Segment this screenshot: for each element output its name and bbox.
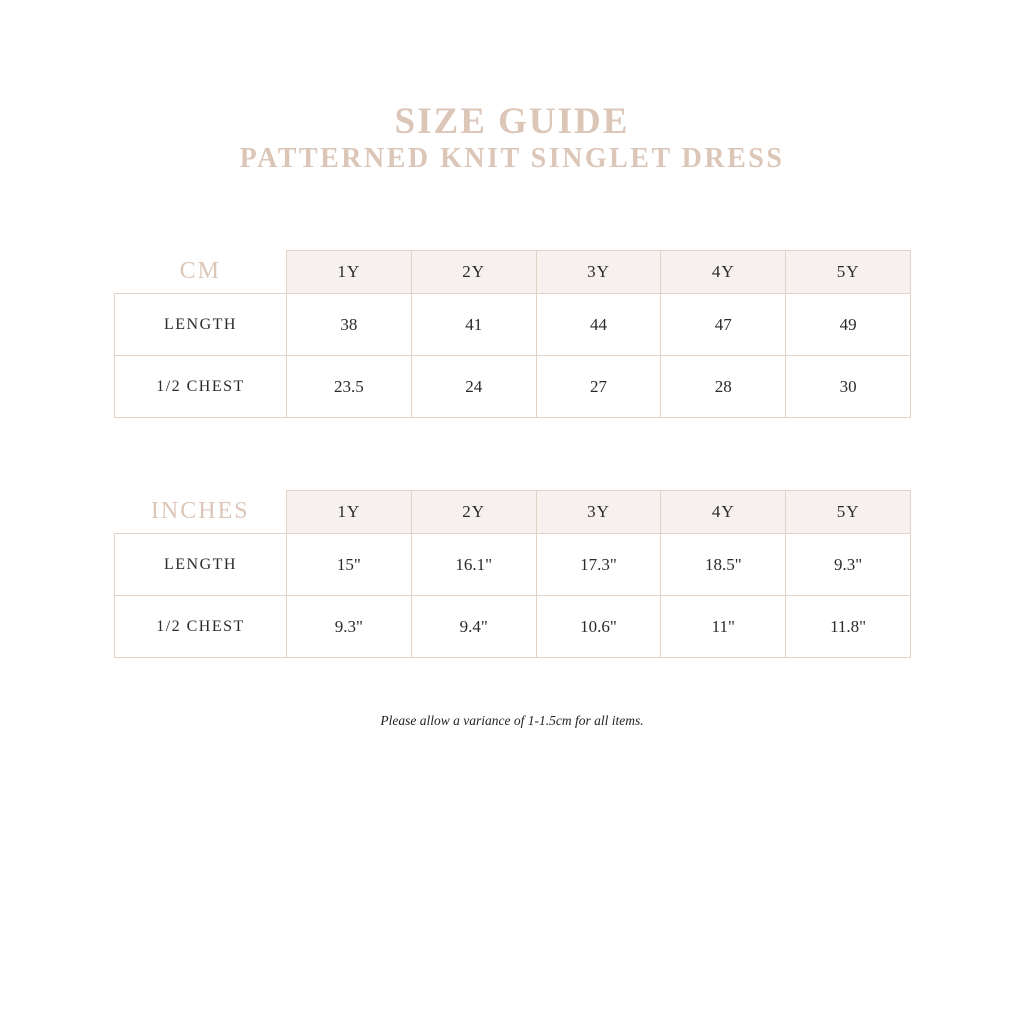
measurement-cell: 47 <box>661 294 786 356</box>
measurement-cell: 24 <box>411 356 536 418</box>
size-header-cell: 5Y <box>786 251 911 294</box>
variance-note: Please allow a variance of 1-1.5cm for all items. <box>380 713 644 728</box>
measurement-cell: 11.8" <box>786 596 911 658</box>
measurement-cell: 9.4" <box>411 596 536 658</box>
row-label: LENGTH <box>115 294 287 356</box>
size-header-cell: 2Y <box>411 251 536 294</box>
size-header-cell: 3Y <box>536 251 661 294</box>
measurement-cell: 9.3" <box>786 534 911 596</box>
size-header-cell: 1Y <box>287 491 412 534</box>
size-header-cell: 4Y <box>661 251 786 294</box>
product-name: PATTERNED KNIT SINGLET DRESS <box>239 143 785 174</box>
size-header-row <box>115 251 911 294</box>
size-table-inches <box>114 490 911 658</box>
row-label: LENGTH <box>115 534 287 596</box>
measurement-cell: 16.1" <box>411 534 536 596</box>
measurement-cell: 41 <box>411 294 536 356</box>
table-row <box>115 356 911 418</box>
measurement-cell: 49 <box>786 294 911 356</box>
measurement-cell: 10.6" <box>536 596 661 658</box>
page-title: SIZE GUIDE <box>394 101 630 142</box>
table-row <box>115 596 911 658</box>
measurement-cell: 23.5 <box>287 356 412 418</box>
measurement-cell: 17.3" <box>536 534 661 596</box>
table-row <box>115 534 911 596</box>
size-header-cell: 4Y <box>661 491 786 534</box>
measurement-cell: 28 <box>661 356 786 418</box>
size-header-cell: 2Y <box>411 491 536 534</box>
measurement-cell: 11" <box>661 596 786 658</box>
size-header-row <box>115 491 911 534</box>
row-label: 1/2 CHEST <box>115 356 287 418</box>
size-header-cell: 3Y <box>536 491 661 534</box>
measurement-cell: 18.5" <box>661 534 786 596</box>
table-row <box>115 294 911 356</box>
size-table-cm <box>114 250 911 418</box>
unit-label-inches: INCHES <box>115 491 287 534</box>
unit-label-cm: CM <box>115 251 287 294</box>
measurement-cell: 44 <box>536 294 661 356</box>
measurement-cell: 9.3" <box>287 596 412 658</box>
size-header-cell: 1Y <box>287 251 412 294</box>
measurement-cell: 27 <box>536 356 661 418</box>
row-label: 1/2 CHEST <box>115 596 287 658</box>
measurement-cell: 38 <box>287 294 412 356</box>
measurement-cell: 30 <box>786 356 911 418</box>
size-header-cell: 5Y <box>786 491 911 534</box>
measurement-cell: 15" <box>287 534 412 596</box>
